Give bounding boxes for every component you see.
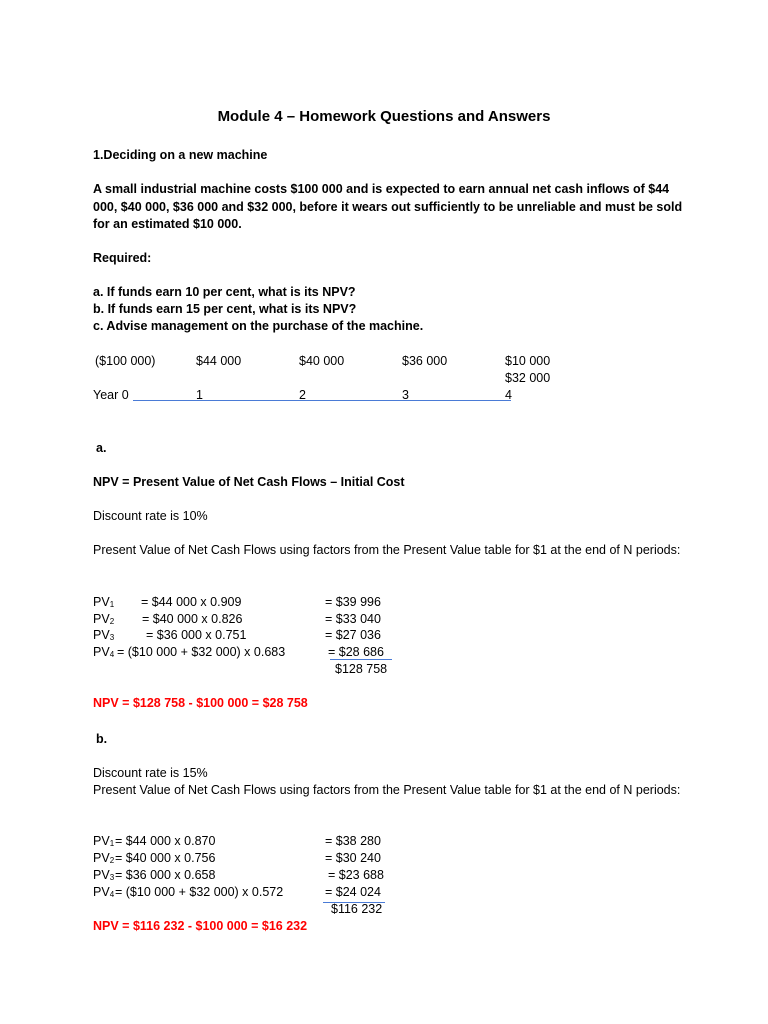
part-a-rate: Discount rate is 10% (93, 509, 208, 523)
timeline-year-0: Year 0 (93, 388, 129, 402)
timeline-amount-4-extra: $32 000 (505, 371, 551, 385)
document-page: Module 4 – Homework Questions and Answers 1.Deciding on a new machine A small industrial machine costs $100 000 and is expected to earn annual net cash inflows of $44 000, $40 000, $36 000 and $32 000, before it wears out sufficiently to be unreliable and must be sold for an estimated $10 000. Required: a. If funds earn 10 per cent, what is its NPV? b. If funds earn 15 per cent, what is its NPV? c. Advise management on the purchase of the machine. ($100 000) $44 000 $40 000 $36 000 $10 000 $32 000 Year 0 1 2 3 4 a. NPV = Present Value of Net Cash Flows – Initial Cost Discount rate is 10% Present Value of Net Cash Flows using factors from the Present Value table for $1 at the end of N periods: $PV_1$ = $44 000 x 0.909 = $39 996 $PV_2$ = $40 000 x 0.826 = $33 040 $PV_3$ = $36 000 x 0.751 = $27 036 $PV_4$ = ($10 000 + $32 000) x 0.683 = $28 686 $128 758 NPV = $128 758 - $100 000 = $28 758 b. Discount rate is 15% Present Value of Net Cash Flows using factors from the Present Value table for $1 at the end of N periods: $PV_1$ = $44 000 x 0.870 = $38 280 $PV_2$ = $40 000 x 0.756 = $30 240 $PV_3$ = $36 000 x 0.658 = $23 688 $PV_4$ = ($10 000 + $32 000) x 0.572 = $24 024 $116 232 NPV = $116 232 - $100 000 = $16 232 (0, 0, 768, 1024)
npv-formula: NPV = Present Value of Net Cash Flows – Initial Cost (93, 475, 405, 489)
question-body: A small industrial machine costs $100 000 and is expected to earn annual net cash inflows of $44 000, $40 000, $36 000 and $32 000, before it wears out sufficiently to be unreliable and must be sold for an estimated $10 000. (93, 182, 683, 231)
timeline-amount-2: $40 000 (299, 354, 345, 368)
question-b: b. If funds earn 15 per cent, what is its NPV? (93, 302, 357, 316)
timeline-amount-3: $36 000 (402, 354, 448, 368)
timeline-year-2: 2 (299, 388, 306, 402)
timeline-year-3: 3 (402, 388, 409, 402)
question-a: a. If funds earn 10 per cent, what is its NPV? (93, 285, 356, 299)
question-c: c. Advise management on the purchase of the machine. (93, 319, 424, 333)
timeline-amount-4: $10 000 (505, 354, 551, 368)
timeline-axis-line (133, 400, 511, 401)
part-b-label: b. (96, 732, 108, 746)
timeline-year-4: 4 (505, 388, 512, 402)
part-b-total: $116 232 (331, 902, 383, 916)
timeline-amount-0: ($100 000) (95, 354, 156, 368)
part-a-sum-line (330, 659, 392, 660)
part-a-total: $128 758 (335, 662, 388, 676)
part-a-intro: Present Value of Net Cash Flows using factors from the Present Value table for $1 at the end of N periods: (93, 543, 681, 557)
part-a-label: a. (96, 441, 107, 455)
part-b-intro: Present Value of Net Cash Flows using factors from the Present Value table for $1 at the end of N periods: (93, 783, 681, 797)
timeline-year-1: 1 (196, 388, 203, 402)
part-b-npv-result: NPV = $116 232 - $100 000 = $16 232 (93, 919, 308, 933)
part-a-npv-result: NPV = $128 758 - $100 000 = $28 758 (93, 696, 308, 710)
timeline-amount-1: $44 000 (196, 354, 242, 368)
page-title: Module 4 – Homework Questions and Answers (217, 108, 551, 125)
question-heading: 1.Deciding on a new machine (93, 148, 268, 162)
part-b-rate: Discount rate is 15% (93, 766, 208, 780)
required-label: Required: (93, 251, 152, 265)
